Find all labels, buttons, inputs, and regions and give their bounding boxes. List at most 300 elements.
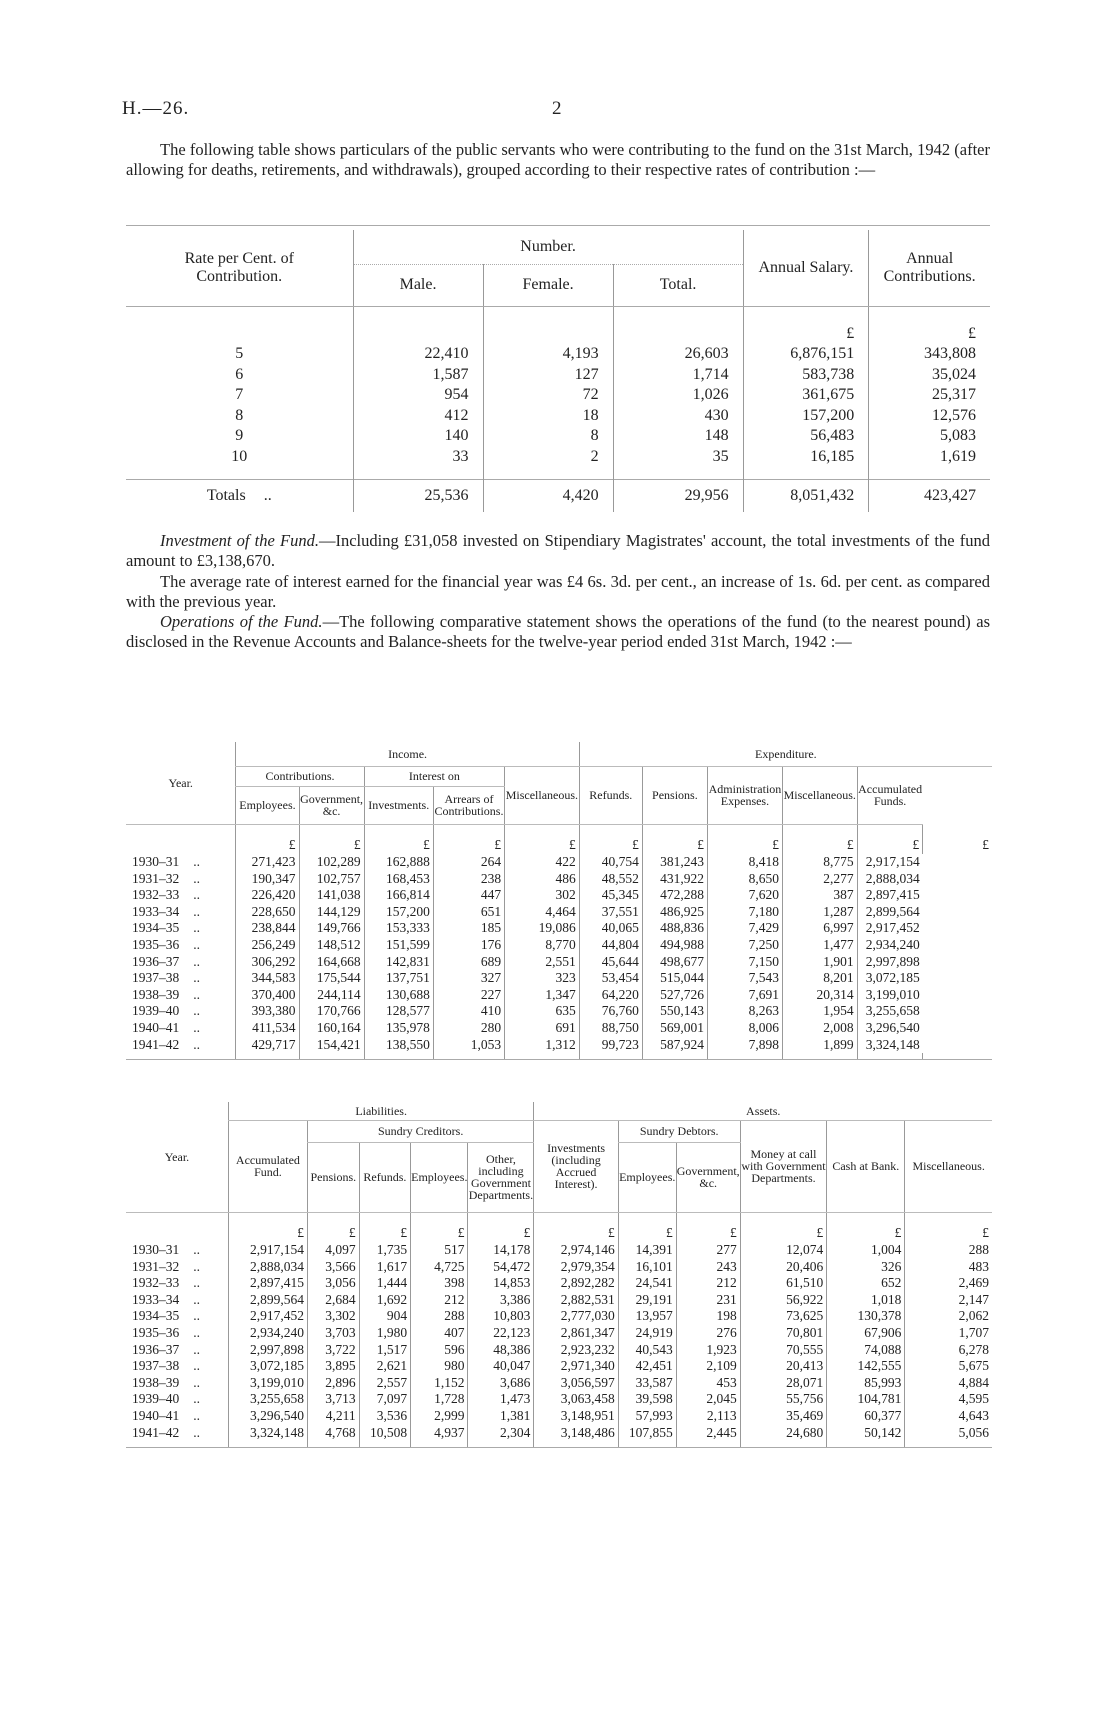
value-cell: 231 (676, 1292, 740, 1309)
value-cell: 24,919 (618, 1325, 676, 1342)
value-cell: 691 (505, 1020, 580, 1037)
value-cell: 88,750 (579, 1020, 642, 1037)
intro-paragraph: The following table shows particulars of the public servants who were contributing to the fund on the 31st March, 1942 (after allowing for deaths, retirements, and withdrawals), grouped according to their respective rates of contribution :— (126, 140, 990, 179)
year-dots: .. (193, 986, 200, 1002)
value-cell: 6,278 (905, 1342, 992, 1359)
value-cell: 2,861,347 (534, 1325, 618, 1342)
table-row (126, 1342, 992, 1359)
value-cell: 45,345 (579, 887, 642, 904)
value-cell: 2,971,340 (534, 1358, 618, 1375)
year-label: 1937–38 (132, 970, 180, 986)
value-cell: 2,896 (307, 1375, 359, 1392)
rate-row (126, 406, 990, 427)
value-cell: 2,445 (676, 1425, 740, 1442)
totals-value-cell: 8,051,432 (743, 479, 869, 512)
value-cell: 76,760 (579, 1003, 642, 1020)
value-cell: 2,897,415 (228, 1275, 307, 1292)
value-cell: 2,777,030 (534, 1308, 618, 1325)
value-cell: 2,304 (468, 1425, 534, 1442)
value-cell: 1,347 (505, 987, 580, 1004)
value-cell: 393,380 (236, 1003, 299, 1020)
value-cell: 212 (676, 1275, 740, 1292)
value-cell: 2,979,354 (534, 1259, 618, 1276)
year-cell (126, 954, 236, 971)
year-cell (126, 854, 236, 871)
value-cell: 176 (433, 937, 504, 954)
value-cell: 130,378 (827, 1308, 905, 1325)
table-row (126, 954, 992, 971)
rate-value-cell: 1,619 (869, 447, 990, 468)
value-cell: 2,888,034 (857, 871, 923, 888)
year-dots: .. (193, 1424, 200, 1440)
year-label: 1932–33 (132, 1275, 180, 1291)
value-cell: 2,109 (676, 1358, 740, 1375)
year-dots: .. (193, 953, 200, 969)
value-cell: 48,552 (579, 871, 642, 888)
table-row (126, 904, 992, 921)
value-cell: 1,053 (433, 1037, 504, 1054)
value-cell: 44,804 (579, 937, 642, 954)
value-cell: 3,063,458 (534, 1391, 618, 1408)
value-cell: 40,543 (618, 1342, 676, 1359)
value-cell: 74,088 (827, 1342, 905, 1359)
year-label: 1941–42 (132, 1036, 180, 1052)
rate-table-body (126, 306, 990, 512)
rate-value-cell: 430 (613, 406, 743, 427)
value-cell: 2,934,240 (857, 937, 923, 954)
value-cell: 130,688 (364, 987, 433, 1004)
rate-row (126, 344, 990, 365)
value-cell: 70,801 (740, 1325, 827, 1342)
value-cell: 24,541 (618, 1275, 676, 1292)
value-cell: 2,917,154 (857, 854, 923, 871)
rate-value-cell: 8 (483, 426, 613, 447)
currency-symbol: £ (411, 1212, 468, 1242)
value-cell: 3,386 (468, 1292, 534, 1309)
currency-symbol: £ (869, 306, 990, 344)
value-cell: 20,413 (740, 1358, 827, 1375)
value-cell: 33,587 (618, 1375, 676, 1392)
value-cell: 370,400 (236, 987, 299, 1004)
value-cell: 107,855 (618, 1425, 676, 1442)
value-cell: 7,543 (707, 970, 782, 987)
value-cell: 3,324,148 (857, 1037, 923, 1054)
year-cell (126, 887, 236, 904)
currency-symbol: £ (534, 1212, 618, 1242)
value-cell: 1,901 (782, 954, 857, 971)
year-dots: .. (193, 870, 200, 886)
value-cell: 2,997,898 (228, 1342, 307, 1359)
value-cell: 50,142 (827, 1425, 905, 1442)
value-cell: 37,551 (579, 904, 642, 921)
value-cell: 306,292 (236, 954, 299, 971)
value-cell: 6,997 (782, 920, 857, 937)
value-cell: 7,898 (707, 1037, 782, 1054)
value-cell: 168,453 (364, 871, 433, 888)
table-row (126, 1275, 992, 1292)
value-cell: 486,925 (642, 904, 707, 921)
year-dots: .. (193, 1324, 200, 1340)
pensions-header: Pensions. (307, 1142, 359, 1212)
value-cell: 7,180 (707, 904, 782, 921)
investments-header: Investments. (364, 786, 433, 824)
value-cell: 151,599 (364, 937, 433, 954)
rate-value-cell: 157,200 (743, 406, 869, 427)
value-cell: 4,464 (505, 904, 580, 921)
misc-expenditure-header: Miscellaneous. (782, 766, 857, 824)
value-cell: 302 (505, 887, 580, 904)
value-cell: 64,220 (579, 987, 642, 1004)
value-cell: 4,725 (411, 1259, 468, 1276)
value-cell: 326 (827, 1259, 905, 1276)
value-cell: 2,882,531 (534, 1292, 618, 1309)
value-cell: 57,993 (618, 1408, 676, 1425)
table-row (126, 937, 992, 954)
rate-value-cell: 25,317 (869, 385, 990, 406)
year-dots: .. (193, 1358, 200, 1374)
currency-symbol: £ (579, 824, 642, 854)
year-cell (126, 1292, 228, 1309)
rate-value-cell: 1,587 (353, 365, 483, 386)
year-label: 1938–39 (132, 1374, 180, 1390)
value-cell: 1,728 (411, 1391, 468, 1408)
value-cell: 149,766 (299, 920, 364, 937)
year-label: 1938–39 (132, 986, 180, 1002)
value-cell: 280 (433, 1020, 504, 1037)
currency-symbol: £ (505, 824, 580, 854)
year-cell (126, 1275, 228, 1292)
value-cell: 517 (411, 1242, 468, 1259)
arrears-header: Arrears of Contributions. (433, 786, 504, 824)
value-cell: 104,781 (827, 1391, 905, 1408)
value-cell: 3,255,658 (228, 1391, 307, 1408)
year-dots: .. (193, 854, 200, 869)
value-cell: 144,129 (299, 904, 364, 921)
rate-value-cell: 56,483 (743, 426, 869, 447)
value-cell: 2,008 (782, 1020, 857, 1037)
table-row (126, 1037, 992, 1054)
rate-value-cell: 5,083 (869, 426, 990, 447)
value-cell: 157,200 (364, 904, 433, 921)
value-cell: 422 (505, 854, 580, 871)
value-cell: 3,296,540 (857, 1020, 923, 1037)
money-at-call-header: Money at call with Government Departments. (740, 1120, 827, 1212)
value-cell: 1,287 (782, 904, 857, 921)
currency-row (126, 1212, 992, 1242)
totals-value-cell: 25,536 (353, 479, 483, 512)
value-cell: 3,056,597 (534, 1375, 618, 1392)
value-cell: 226,420 (236, 887, 299, 904)
total-header: Total. (613, 264, 743, 306)
employees-header: Employees. (236, 786, 299, 824)
value-cell: 1,444 (359, 1275, 411, 1292)
value-cell: 3,302 (307, 1308, 359, 1325)
value-cell: 40,047 (468, 1358, 534, 1375)
value-cell: 327 (433, 970, 504, 987)
value-cell: 3,148,486 (534, 1425, 618, 1442)
rate-cell: 9 (235, 427, 244, 444)
value-cell: 102,757 (299, 871, 364, 888)
misc-income-header: Miscellaneous. (505, 766, 580, 824)
rate-row (126, 426, 990, 447)
value-cell: 54,472 (468, 1259, 534, 1276)
income-table-body (126, 824, 992, 1059)
year-cell (126, 987, 236, 1004)
table-row (126, 970, 992, 987)
male-header: Male. (353, 264, 483, 306)
value-cell: 238,844 (236, 920, 299, 937)
rate-cell: 5 (235, 345, 244, 362)
value-cell: 48,386 (468, 1342, 534, 1359)
value-cell: 14,853 (468, 1275, 534, 1292)
year-label: 1939–40 (132, 1391, 180, 1407)
rate-value-cell: 35 (613, 447, 743, 468)
rate-value-cell: 12,576 (869, 406, 990, 427)
year-cell (126, 1308, 228, 1325)
value-cell: 1,517 (359, 1342, 411, 1359)
year-dots: .. (193, 1374, 200, 1390)
value-cell: 3,072,185 (228, 1358, 307, 1375)
value-cell: 1,018 (827, 1292, 905, 1309)
debtor-government-header: Government, &c. (676, 1142, 740, 1212)
value-cell: 7,250 (707, 937, 782, 954)
rate-row (126, 385, 990, 406)
year-dots: .. (193, 1258, 200, 1274)
value-cell: 5,056 (905, 1425, 992, 1442)
rate-value-cell: 26,603 (613, 344, 743, 365)
year-label: 1941–42 (132, 1424, 180, 1440)
year-label: 1935–36 (132, 936, 180, 952)
end-row (126, 1441, 992, 1447)
rate-row (126, 365, 990, 386)
operations-paragraph: Operations of the Fund.—The following comparative statement shows the operations of the fund (to the nearest pound) as disclosed in the Revenue Accounts and Balance-sheets for the twelve-year period ended 31st March, 1942 :— (126, 612, 990, 651)
rate-cell: 10 (231, 447, 248, 465)
value-cell: 569,001 (642, 1020, 707, 1037)
year-cell (126, 970, 236, 987)
year-label: 1940–41 (132, 1407, 180, 1423)
value-cell: 67,906 (827, 1325, 905, 1342)
year-label: 1931–32 (132, 870, 180, 886)
table-row (126, 1325, 992, 1342)
value-cell: 411,534 (236, 1020, 299, 1037)
value-cell: 8,418 (707, 854, 782, 871)
value-cell: 19,086 (505, 920, 580, 937)
totals-value-cell: 29,956 (613, 479, 743, 512)
value-cell: 14,178 (468, 1242, 534, 1259)
year-label: 1940–41 (132, 1019, 180, 1035)
value-cell: 1,312 (505, 1037, 580, 1054)
year-dots: .. (193, 1036, 200, 1052)
currency-symbol: £ (359, 1212, 411, 1242)
value-cell: 1,381 (468, 1408, 534, 1425)
value-cell: 3,199,010 (857, 987, 923, 1004)
value-cell: 8,201 (782, 970, 857, 987)
rate-value-cell: 33 (353, 447, 483, 468)
value-cell: 2,892,282 (534, 1275, 618, 1292)
year-cell (126, 1391, 228, 1408)
value-cell: 1,617 (359, 1259, 411, 1276)
administration-header: Administration Expenses. (707, 766, 782, 824)
year-label: 1936–37 (132, 1341, 180, 1357)
table-row (126, 1425, 992, 1442)
value-cell: 2,923,232 (534, 1342, 618, 1359)
female-header: Female. (483, 264, 613, 306)
year-header: Year. (126, 742, 236, 824)
value-cell: 4,937 (411, 1425, 468, 1442)
value-cell: 2,147 (905, 1292, 992, 1309)
year-cell (126, 1259, 228, 1276)
value-cell: 8,775 (782, 854, 857, 871)
value-cell: 1,152 (411, 1375, 468, 1392)
value-cell: 128,577 (364, 1003, 433, 1020)
value-cell: 164,668 (299, 954, 364, 971)
year-dots: .. (193, 1391, 200, 1407)
pensions-header: Pensions. (642, 766, 707, 824)
value-cell: 137,751 (364, 970, 433, 987)
year-cell (126, 1242, 228, 1259)
value-cell: 276 (676, 1325, 740, 1342)
value-cell: 3,686 (468, 1375, 534, 1392)
value-cell: 4,211 (307, 1408, 359, 1425)
value-cell: 8,650 (707, 871, 782, 888)
value-cell: 494,988 (642, 937, 707, 954)
value-cell: 2,999 (411, 1408, 468, 1425)
value-cell: 2,551 (505, 954, 580, 971)
value-cell: 2,557 (359, 1375, 411, 1392)
value-cell: 53,454 (579, 970, 642, 987)
value-cell: 2,113 (676, 1408, 740, 1425)
value-cell: 3,895 (307, 1358, 359, 1375)
currency-symbol: £ (707, 824, 782, 854)
totals-value-cell: 4,420 (483, 479, 613, 512)
rate-value-cell: 72 (483, 385, 613, 406)
year-cell (126, 1020, 236, 1037)
value-cell: 40,754 (579, 854, 642, 871)
interest-paragraph: The average rate of interest earned for the financial year was £4 6s. 3d. per cent., an increase of 1s. 6d. per cent. as compared with the previous year. (126, 572, 990, 611)
value-cell: 8,263 (707, 1003, 782, 1020)
year-cell (126, 920, 236, 937)
year-cell (126, 871, 236, 888)
value-cell: 980 (411, 1358, 468, 1375)
value-cell: 243 (676, 1259, 740, 1276)
value-cell: 10,508 (359, 1425, 411, 1442)
value-cell: 70,555 (740, 1342, 827, 1359)
blank-cell (126, 1212, 228, 1242)
value-cell: 4,768 (307, 1425, 359, 1442)
rate-table-top-rule (126, 225, 990, 226)
value-cell: 1,473 (468, 1391, 534, 1408)
year-cell (126, 1037, 236, 1054)
value-cell: 7,097 (359, 1391, 411, 1408)
value-cell: 431,922 (642, 871, 707, 888)
table-row (126, 1292, 992, 1309)
value-cell: 3,703 (307, 1325, 359, 1342)
value-cell: 410 (433, 1003, 504, 1020)
value-cell: 550,143 (642, 1003, 707, 1020)
rate-value-cell: 35,024 (869, 365, 990, 386)
value-cell: 12,074 (740, 1242, 827, 1259)
value-cell: 238 (433, 871, 504, 888)
value-cell: 652 (827, 1275, 905, 1292)
value-cell: 153,333 (364, 920, 433, 937)
value-cell: 323 (505, 970, 580, 987)
accumulated-fund-header: Accumulated Fund. (228, 1120, 307, 1212)
spacer-row (126, 467, 990, 479)
value-cell: 20,406 (740, 1259, 827, 1276)
sundry-debtors-header: Sundry Debtors. (618, 1120, 740, 1142)
value-cell: 7,150 (707, 954, 782, 971)
interest-on-header: Interest on (364, 766, 504, 786)
value-cell: 99,723 (579, 1037, 642, 1054)
contribution-rate-table (126, 230, 990, 512)
value-cell: 13,957 (618, 1308, 676, 1325)
currency-row (126, 306, 990, 344)
value-cell: 429,717 (236, 1037, 299, 1054)
currency-symbol: £ (743, 306, 869, 344)
year-cell (126, 1375, 228, 1392)
year-label: 1933–34 (132, 1291, 180, 1307)
value-cell: 288 (905, 1242, 992, 1259)
value-cell: 45,644 (579, 954, 642, 971)
value-cell: 1,980 (359, 1325, 411, 1342)
value-cell: 8,770 (505, 937, 580, 954)
table-row (126, 1358, 992, 1375)
currency-row (126, 824, 992, 854)
year-dots: .. (193, 1308, 200, 1324)
year-label: 1936–37 (132, 953, 180, 969)
value-cell: 3,148,951 (534, 1408, 618, 1425)
totals-dots: .. (263, 486, 272, 504)
year-cell (126, 1342, 228, 1359)
value-cell: 344,583 (236, 970, 299, 987)
value-cell: 483 (905, 1259, 992, 1276)
value-cell: 42,451 (618, 1358, 676, 1375)
income-header: Income. (236, 742, 579, 766)
year-label: 1934–35 (132, 1308, 180, 1324)
value-cell: 212 (411, 1292, 468, 1309)
table-row (126, 1308, 992, 1325)
value-cell: 596 (411, 1342, 468, 1359)
value-cell: 264 (433, 854, 504, 871)
value-cell: 381,243 (642, 854, 707, 871)
totals-label-text: Totals (206, 486, 246, 504)
value-cell: 488,836 (642, 920, 707, 937)
value-cell: 3,536 (359, 1408, 411, 1425)
currency-symbol: £ (740, 1212, 827, 1242)
value-cell: 2,974,146 (534, 1242, 618, 1259)
rate-value-cell: 583,738 (743, 365, 869, 386)
value-cell: 472,288 (642, 887, 707, 904)
year-dots: .. (193, 903, 200, 919)
value-cell: 1,004 (827, 1242, 905, 1259)
value-cell: 28,071 (740, 1375, 827, 1392)
value-cell: 407 (411, 1325, 468, 1342)
rate-value-cell: 361,675 (743, 385, 869, 406)
refunds-header: Refunds. (359, 1142, 411, 1212)
rate-value-cell: 2 (483, 447, 613, 468)
currency-symbol: £ (299, 824, 364, 854)
table-row (126, 1242, 992, 1259)
value-cell: 2,062 (905, 1308, 992, 1325)
value-cell: 60,377 (827, 1408, 905, 1425)
value-cell: 3,255,658 (857, 1003, 923, 1020)
table-row (126, 871, 992, 888)
currency-symbol: £ (857, 824, 923, 854)
year-label: 1932–33 (132, 887, 180, 903)
value-cell: 142,831 (364, 954, 433, 971)
value-cell: 162,888 (364, 854, 433, 871)
rate-row (126, 447, 990, 468)
